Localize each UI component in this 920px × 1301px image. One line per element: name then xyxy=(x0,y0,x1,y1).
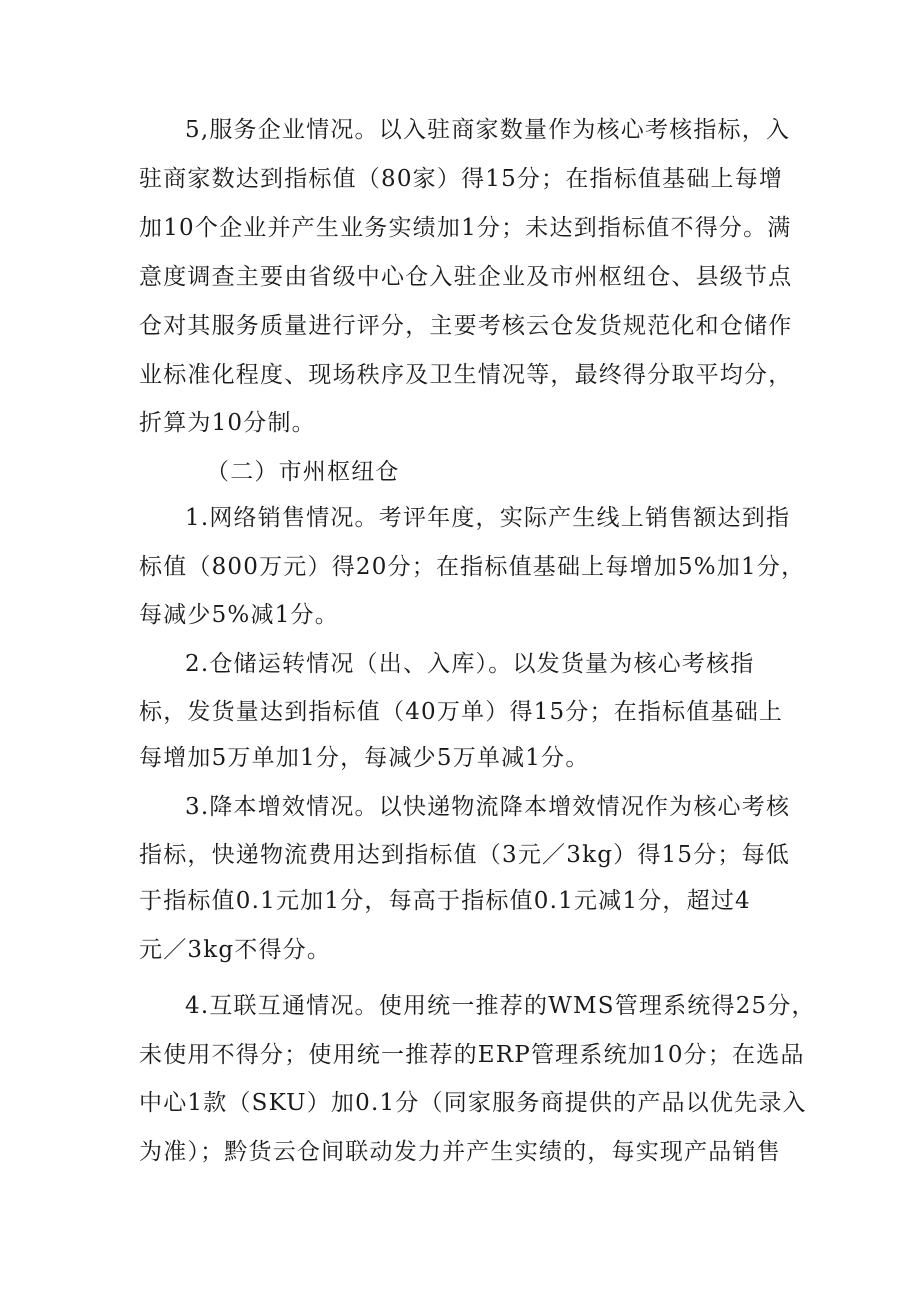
text-line-11: 每减少5%减1分。 xyxy=(139,602,339,628)
section-heading: （二）市州枢纽仓 xyxy=(206,459,400,485)
text-line-19: 4.互联互通情况。使用统一推荐的WMS管理系统得25分， xyxy=(185,993,816,1019)
text-line-18: 元／3kg不得分。 xyxy=(139,937,332,963)
text-line-13: 标，发货量达到指标值（40万单）得15分；在指标值基础上 xyxy=(139,699,784,725)
text-line-20: 未使用不得分；使用统一推荐的ERP管理系统加10分；在选品 xyxy=(139,1042,805,1068)
text-line-2: 驻商家数达到指标值（80家）得15分；在指标值基础上每增 xyxy=(139,166,784,192)
text-line-22: 为准）；黔货云仓间联动发力并产生实绩的，每实现产品销售 xyxy=(139,1139,781,1165)
text-line-10: 标值（800万元）得20分；在指标值基础上每增加5%加1分， xyxy=(139,554,806,580)
text-line-6: 业标准化程度、现场秩序及卫生情况等，最终得分取平均分， xyxy=(139,362,793,388)
text-line-3: 加10个企业并产生业务实绩加1分；未达到指标值不得分。满 xyxy=(139,215,792,241)
text-line-14: 每增加5万单加1分，每减少5万单减1分。 xyxy=(139,745,590,771)
text-line-4: 意度调查主要由省级中心仓入驻企业及市州枢纽仓、县级节点 xyxy=(139,264,793,290)
text-line-1: 5,服务企业情况。以入驻商家数量作为核心考核指标，入 xyxy=(185,117,791,143)
text-line-17: 于指标值0.1元加1分，每高于指标值0.1元减1分，超过4 xyxy=(139,888,751,914)
text-line-5: 仓对其服务质量进行评分，主要考核云仓发货规范化和仓储作 xyxy=(139,313,793,339)
text-line-21: 中心1款（SKU）加0.1分（同家服务商提供的产品以优先录入 xyxy=(139,1090,807,1116)
text-line-15: 3.降本增效情况。以快递物流降本增效情况作为核心考核 xyxy=(185,794,791,820)
text-line-12: 2.仓储运转情况（出、入库）。以发货量为核心考核指 xyxy=(185,651,755,677)
text-line-7: 折算为10分制。 xyxy=(139,410,316,436)
text-line-9: 1.网络销售情况。考评年度，实际产生线上销售额达到指 xyxy=(185,505,791,531)
text-line-16: 指标，快递物流费用达到指标值（3元／3kg）得15分；每低 xyxy=(139,842,790,868)
